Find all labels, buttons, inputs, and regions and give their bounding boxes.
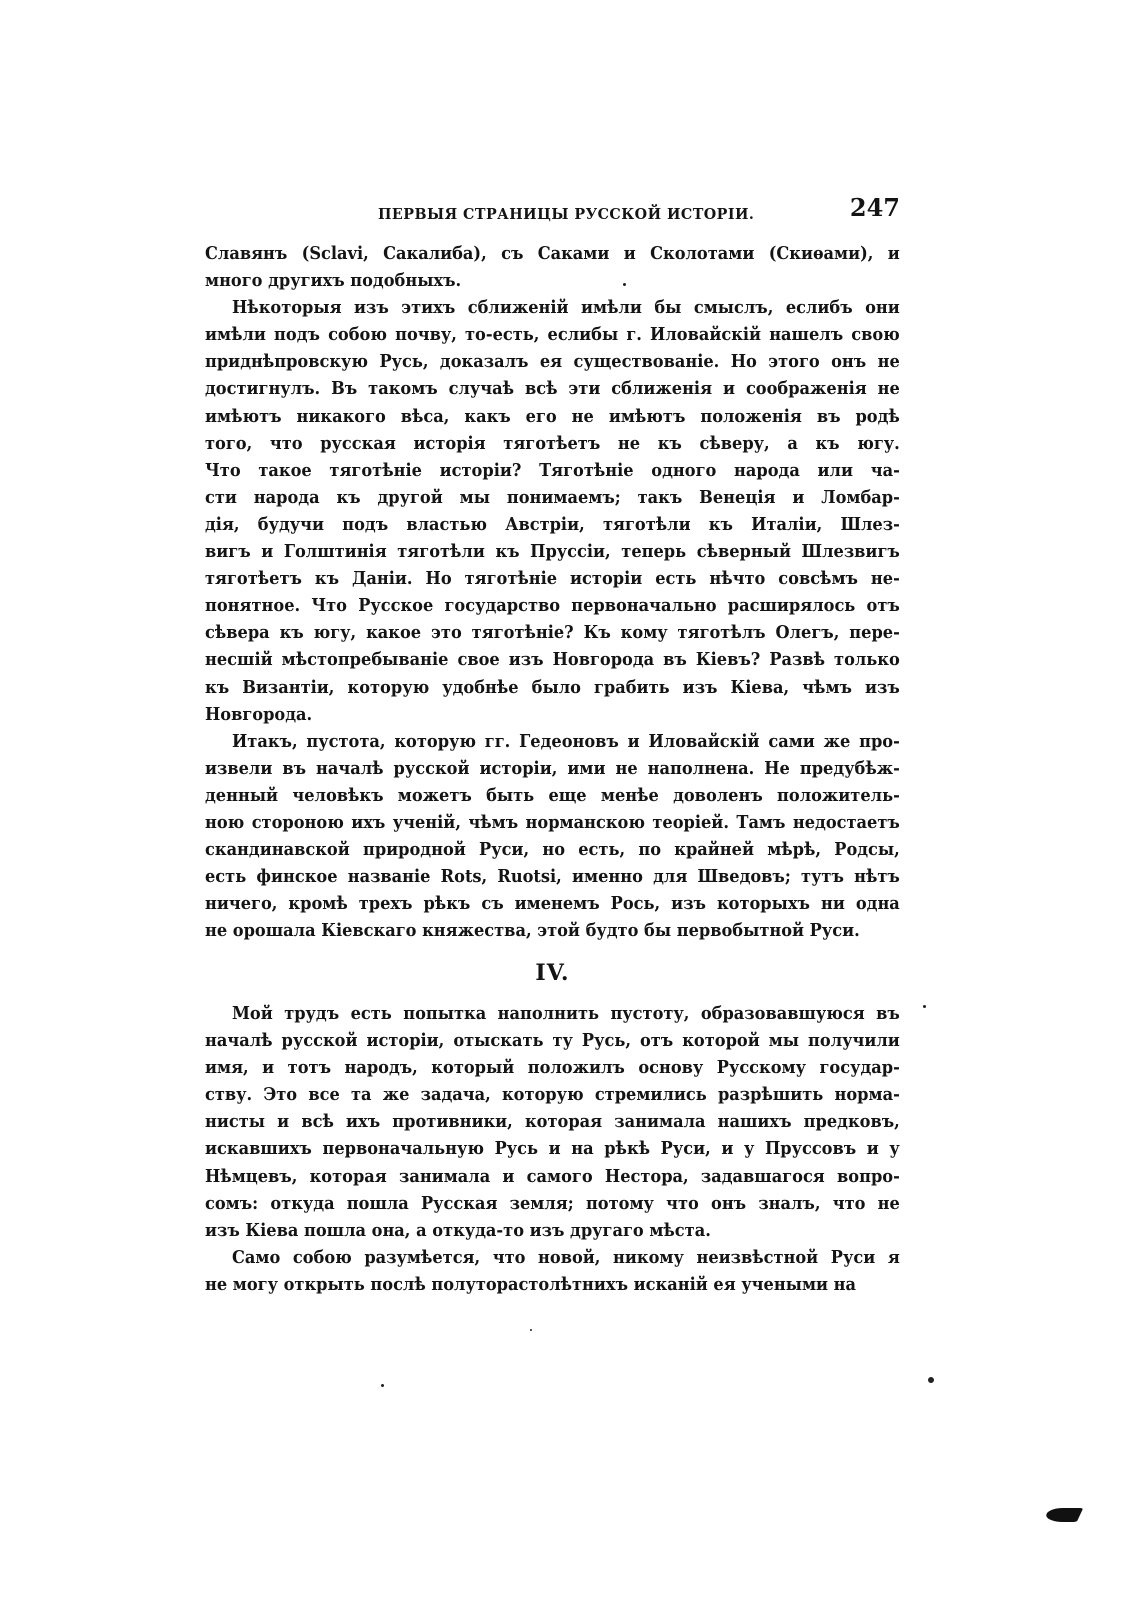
text-line: Нѣкоторыя изъ этихъ сближеній имѣли бы смыслъ, еслибъ они [232,297,900,319]
text-line: приднѣпровскую Русь, доказалъ ея существованіе. Но этого онъ не [205,351,900,373]
text-line: сѣвера къ югу, какое это тяготѣніе? Къ кому тяготѣлъ Олегъ, пере- [205,622,900,644]
text-line: къ Византіи, которую удобнѣе было грабить изъ Кіева, чѣмъ изъ [205,676,900,698]
text-line: Само собою разумѣется, что новой, никому неизвѣстной Руси я [232,1246,900,1268]
text-line: Мой трудъ есть попытка наполнить пустоту, образовавшуюся въ [232,1003,900,1024]
ink-blot [1043,1508,1084,1522]
text-line: началѣ русской исторіи, отыскать ту Русь, отъ которой мы получили [205,1030,900,1052]
text-line: изъ Кіева пошла она, а откуда-то изъ другаго мѣста. [205,1219,711,1241]
text-line: сомъ: откуда пошла Русская земля; потому что онъ зналъ, что не [205,1192,900,1214]
text-line: достигнулъ. Въ такомъ случаѣ всѣ эти сближенія и соображенія не [205,378,900,400]
body-text-after-section [205,1000,900,1298]
body-text-before-section [205,240,900,944]
text-line: Славянъ (Sclavi, Сакалиба), съ Саками и Сколотами (Скиѳами), и [205,243,900,264]
text-line: ству. Это все та же задача, которую стремились разрѣшить норма- [205,1084,900,1106]
text-line: сти народа къ другой мы понимаемъ; такъ Венеція и Ломбар- [205,486,900,508]
print-speck [923,1005,926,1008]
text-line: Итакъ, пустота, которую гг. Гедеоновъ и Иловайскій сами же про- [232,730,900,752]
print-speck [530,1329,532,1331]
section-heading: IV. [535,960,570,986]
text-line: искавшихъ первоначальную Русь и на рѣкѣ Руси, и у Пруссовъ и у [205,1138,900,1160]
text-line: Новгорода. [205,703,313,725]
text-line: Что такое тяготѣніе исторіи? Тяготѣніе одного народа или ча- [205,459,900,481]
text-line: несшій мѣстопребываніе свое изъ Новгорода въ Кіевъ? Развѣ только [205,649,900,671]
text-line: имѣли подъ собою почву, то-есть, еслибы г. Иловайскій нашелъ свою [205,324,900,346]
text-line: скандинавской природной Руси, но есть, по крайней мѣрѣ, Родсы, [205,839,900,861]
text-line: ною стороною ихъ ученій, чѣмъ норманскою теоріей. Тамъ недостаетъ [205,811,900,833]
text-line: того, что русская исторія тяготѣетъ не къ сѣверу, а къ югу. [205,432,900,454]
text-line: много другихъ подобныхъ. [205,270,462,292]
text-line: имѣютъ никакого вѣса, какъ его не имѣютъ положенія въ родѣ [205,405,900,427]
text-line: ничего, кромѣ трехъ рѣкъ съ именемъ Рось, изъ которыхъ ни одна [205,893,900,915]
print-speck [623,283,626,286]
text-line: нисты и всѣ ихъ противники, которая занимала нашихъ предковъ, [205,1111,900,1133]
print-speck [381,1384,384,1387]
text-line: денный человѣкъ можетъ быть еще менѣе доволенъ положитель- [205,784,900,806]
text-line: понятное. Что Русское государство первоначально расширялось отъ [205,595,900,617]
page-number: 247 [849,193,900,222]
text-line: тяготѣетъ къ Даніи. Но тяготѣніе исторіи есть нѣчто совсѣмъ не- [205,568,900,590]
text-line: не могу открыть послѣ полуторастолѣтнихъ исканій ея учеными на [205,1273,857,1295]
text-line: вигъ и Голштинія тяготѣли къ Пруссіи, теперь сѣверный Шлезвигъ [205,541,900,563]
text-line: дія, будучи подъ властью Австріи, тяготѣли къ Италіи, Шлез- [205,513,900,535]
text-line: Нѣмцевъ, которая занимала и самого Нестора, задавшагося вопро- [205,1165,900,1187]
text-line: имя, и тотъ народъ, который положилъ основу Русскому государ- [205,1057,900,1079]
page-header [205,193,900,229]
text-line: есть финское названіе Rots, Ruotsi, именно для Шведовъ; тутъ нѣтъ [205,866,900,888]
text-line: извели въ началѣ русской исторіи, ими не наполнена. Не предубѣж- [205,757,900,779]
text-line: не орошала Кіевскаго княжества, этой будто бы первобытной Руси. [205,920,860,942]
running-title: ПЕРВЫЯ СТРАНИЦЫ РУССКОЙ ИСТОРІИ. [378,205,755,223]
print-speck [928,1377,934,1383]
